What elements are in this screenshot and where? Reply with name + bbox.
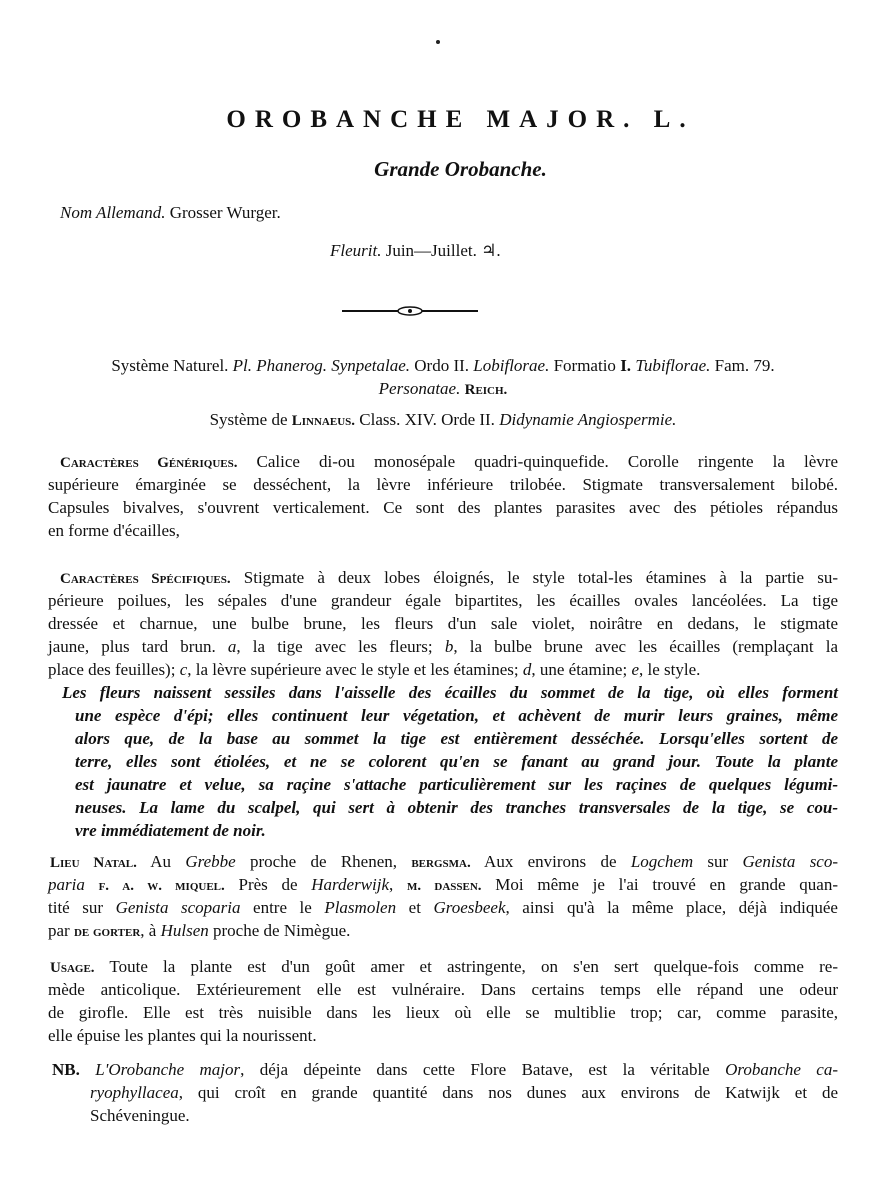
- text-segment: de gorter: [73, 924, 141, 940]
- text-segment: Personatae.: [378, 379, 461, 398]
- text-segment: et: [396, 898, 434, 917]
- text-segment: terre, elles sont étiolées, et ne se colorent qu'en se fanant au grand jour. Toute la plante: [75, 752, 838, 771]
- text-line: [48, 637, 838, 657]
- text-segment: Système de: [209, 410, 292, 429]
- text-line: [60, 568, 838, 589]
- text-segment: Grebbe: [185, 852, 236, 871]
- text-segment: supérieure émarginée se desséchent, la lèvre inférieure trilobée. Stigmate transversalement bilobé.: [48, 475, 838, 494]
- text-segment: paria: [48, 875, 85, 894]
- text-line: [75, 821, 838, 841]
- text-segment: , déja dépeinte dans cette Flore Batave, est la véritable: [240, 1060, 726, 1079]
- text-line: [48, 980, 838, 1000]
- text-segment: Les fleurs naissent sessiles dans l'aisselle des écailles du sommet de la tige, où elles forment: [62, 683, 838, 702]
- text-segment: Reich.: [464, 382, 508, 398]
- text-segment: , la lèvre supérieure avec le style et les étamines;: [187, 660, 523, 679]
- text-segment: Système Naturel.: [111, 356, 233, 375]
- text-segment: Caractères Spécifiques.: [60, 571, 231, 587]
- text-segment: Ordo II.: [410, 356, 474, 375]
- text-segment: Pl. Phanerog. Synpetalae.: [232, 356, 411, 375]
- text-segment: Moi même je l'ai trouvé en grande quan-: [481, 875, 839, 894]
- text-segment: , la tige avec les fleurs;: [236, 637, 445, 656]
- text-segment: NB.: [52, 1060, 80, 1079]
- text-segment: alors que, de la base au sommet la tige est entièrement desséchée. Lorsqu'elles sortent de: [75, 729, 838, 748]
- text-segment: Toute la plante est d'un goût amer et astringente, on s'en sert quelque-fois comme re-: [94, 957, 838, 976]
- text-segment: elle épuise les plantes qui la nourissent.: [48, 1026, 317, 1045]
- text-segment: Calice di-ou monosépale quadri-quinquefide. Corolle ringente la lèvre: [237, 452, 838, 471]
- text-line: [48, 660, 838, 680]
- text-line: [75, 706, 838, 726]
- text-line: [90, 1106, 838, 1126]
- text-line: [48, 1003, 838, 1023]
- text-line: [90, 1083, 838, 1103]
- text-line: [50, 852, 838, 873]
- text-segment: est jaunatre et velue, sa raçine s'attache particulièrement sur les raçines de quelques légumi-: [75, 775, 838, 794]
- text-segment: e: [631, 660, 639, 679]
- text-line: [75, 798, 838, 818]
- text-segment: , à: [140, 921, 161, 940]
- text-segment: Capsules bivalves, s'ouvrent verticalement. Ce sont des plantes parasites avec des pétioles répandus: [48, 498, 838, 517]
- text-segment: périeure poilues, les sépales d'une grandeur égale bipartites, les écailles ovales lancéolées. La tige: [48, 591, 838, 610]
- ornament-divider-icon: [342, 304, 478, 318]
- text-segment: Genista scoparia: [115, 898, 241, 917]
- text-segment: a: [227, 637, 237, 656]
- text-line: [60, 452, 838, 473]
- text-segment: , une étamine;: [531, 660, 632, 679]
- text-segment: bergsma.: [411, 855, 471, 871]
- text-segment: ,: [389, 875, 408, 894]
- text-line: [52, 1060, 838, 1080]
- text-segment: Lieu Natal.: [50, 855, 137, 871]
- flowering-label: Fleurit.: [330, 241, 382, 260]
- german-name: [60, 203, 281, 223]
- text-segment: I.: [620, 356, 632, 375]
- text-segment: Lobiflorae.: [473, 356, 550, 375]
- german-name-value: Grosser Wurger.: [165, 203, 281, 222]
- text-segment: place des feuilles);: [48, 660, 180, 679]
- text-segment: Près de: [224, 875, 312, 894]
- text-line: [48, 356, 838, 376]
- text-line: [48, 898, 838, 918]
- text-segment: Stigmate à deux lobes éloignés, le style total-les étamines à la partie su-: [230, 568, 838, 587]
- text-line: [50, 957, 838, 978]
- text-segment: Class. XIV. Orde II.: [355, 410, 500, 429]
- text-segment: m. dassen.: [407, 878, 482, 894]
- text-segment: Schéveningue.: [90, 1106, 190, 1125]
- page-title: OROBANCHE MAJOR. L.: [226, 106, 695, 133]
- text-segment: Aux environs de: [470, 852, 631, 871]
- text-segment: en forme d'écailles,: [48, 521, 180, 540]
- text-segment: Formatio: [549, 356, 621, 375]
- text-line: [48, 410, 838, 431]
- text-segment: de girofle. Elle est très nuisible dans les lieux où elle se multiblie trop; car, comme parasite,: [48, 1003, 838, 1022]
- text-line: [75, 729, 838, 749]
- text-segment: Genista sco-: [742, 852, 839, 871]
- text-line: [48, 875, 838, 896]
- text-segment: , qui croît en grande quantité dans nos dunes aux environs de Katwijk et de: [178, 1083, 838, 1102]
- text-segment: Hulsen: [160, 921, 209, 940]
- page-subtitle: Grande Orobanche.: [374, 157, 547, 181]
- flowering-period: [330, 241, 501, 261]
- text-segment: entre le: [240, 898, 325, 917]
- speck-mark: [436, 40, 440, 44]
- text-segment: Au: [136, 852, 186, 871]
- text-segment: d: [522, 660, 532, 679]
- text-segment: proche de Nimègue.: [208, 921, 351, 940]
- text-line: [48, 521, 838, 541]
- text-segment: Fam. 79.: [710, 356, 775, 375]
- text-segment: , le style.: [638, 660, 701, 679]
- text-segment: L'Orobanche major: [95, 1060, 241, 1079]
- text-segment: Groesbeek: [433, 898, 506, 917]
- text-line: [48, 475, 838, 495]
- text-segment: Tubiflorae.: [635, 356, 711, 375]
- text-segment: ryophyllacea: [90, 1083, 179, 1102]
- text-segment: f. a. w. miquel.: [98, 878, 225, 894]
- text-segment: Harderwijk: [311, 875, 390, 894]
- text-line: [75, 775, 838, 795]
- text-line: [48, 1026, 838, 1046]
- text-segment: une espèce d'épi; elles continuent leur végetation, et achèvent de murir leurs graines, même: [75, 706, 838, 725]
- text-line: [48, 614, 838, 634]
- text-segment: [85, 875, 99, 894]
- text-segment: tité sur: [48, 898, 116, 917]
- flowering-value: Juin—Juillet. ♃.: [381, 241, 501, 260]
- text-line: [48, 498, 838, 518]
- text-segment: par: [48, 921, 74, 940]
- text-segment: Logchem: [630, 852, 694, 871]
- text-segment: Didynamie Angiospermie.: [499, 410, 677, 429]
- text-segment: dressée et charnue, une bulbe brune, les fleurs d'un sale violet, noirâtre en dedans, le stigmate: [48, 614, 838, 633]
- text-segment: neuses. La lame du scalpel, qui sert à obtenir des tranches transversales de la tige, se cou-: [75, 798, 838, 817]
- text-segment: vre immédiatement de noir.: [75, 821, 266, 840]
- text-segment: mède anticolique. Extérieurement elle est vulnéraire. Dans certains temps elle répand une odeur: [48, 980, 838, 999]
- text-segment: Plasmolen: [324, 898, 397, 917]
- text-segment: Orobanche ca-: [725, 1060, 839, 1079]
- text-line: [48, 379, 838, 400]
- text-line: [48, 591, 838, 611]
- text-segment: [80, 1060, 95, 1079]
- text-segment: Usage.: [50, 960, 95, 976]
- text-segment: Caractères Génériques.: [60, 455, 238, 471]
- text-line: [75, 752, 838, 772]
- text-line: [48, 921, 838, 942]
- text-segment: b: [444, 637, 454, 656]
- text-segment: , ainsi qu'à la même place, déjà indiquée: [505, 898, 838, 917]
- text-segment: , la bulbe brune avec les écailles (remplaçant la: [453, 637, 838, 656]
- text-segment: proche de Rhenen,: [235, 852, 412, 871]
- text-line: [62, 683, 838, 703]
- german-name-label: Nom Allemand.: [60, 203, 166, 222]
- text-segment: c: [179, 660, 188, 679]
- text-segment: Linnaeus.: [291, 413, 356, 429]
- text-segment: jaune, plus tard brun.: [48, 637, 228, 656]
- text-segment: sur: [693, 852, 743, 871]
